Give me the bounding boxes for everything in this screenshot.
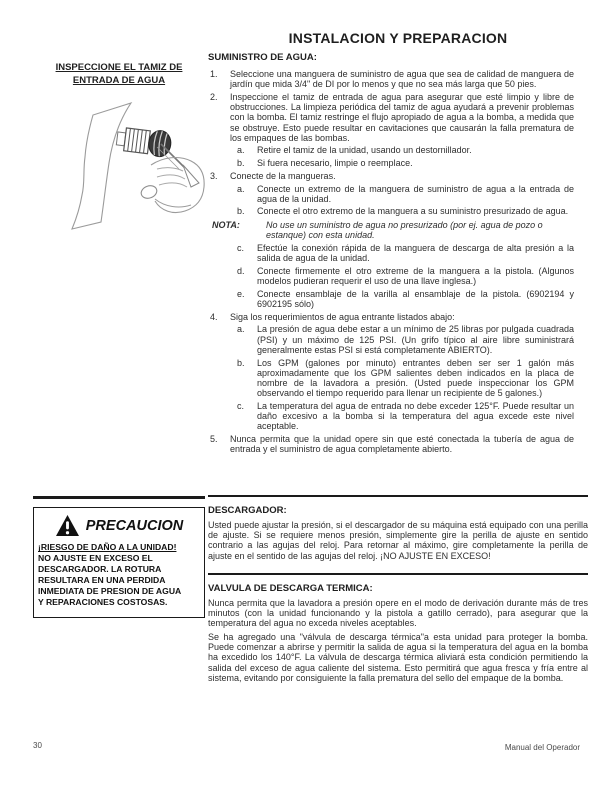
sub-item-4a: [237, 324, 588, 355]
list-item-4: [208, 312, 588, 322]
nota-block: [212, 220, 588, 240]
caution-box: [33, 507, 205, 618]
sub-letter: a.: [237, 145, 245, 156]
caution-risk-line: ¡RIESGO DE DAÑO A LA UNIDAD!: [38, 542, 177, 552]
sub-item-3d: [237, 266, 588, 286]
sub-letter: a.: [237, 183, 245, 194]
section-heading-unloader: DESCARGADOR:: [208, 505, 287, 516]
warning-triangle-icon: [55, 514, 80, 537]
lower-right-sections: [208, 495, 588, 686]
list-text: Conecte de la mangueras.: [230, 170, 336, 181]
thermal-valve-paragraph-1: Nunca permita que la lavadora a presión opere en el modo de derivación durante más de tres minutos (con la unidad funcionando y la pistola a gatillo cerrado), para asegurar que la temperatura del agua no exceda niveles aceptables.: [208, 597, 588, 629]
sub-letter: a.: [237, 324, 245, 335]
sub-item-3e: [237, 289, 588, 309]
sub-item-3c: [237, 243, 588, 263]
caution-text-line: DESCARGADOR. LA ROTURA: [38, 564, 162, 574]
sub-letter: d.: [237, 265, 245, 276]
list-number: 3.: [210, 170, 218, 181]
caution-section: [33, 496, 205, 618]
page-title: INSTALACION Y PREPARACION: [288, 30, 508, 46]
sub-text: Si fuera necesario, limpie o reemplace.: [257, 158, 413, 169]
sub-letter: b.: [237, 206, 245, 217]
list-number: 5.: [210, 434, 218, 444]
sub-item-4c: [237, 401, 588, 432]
list-item-1: [208, 69, 588, 89]
sub-item-3a: [237, 184, 588, 204]
list-text: Inspeccione el tamiz de entrada de agua para asegurar que esté limpio y libre de obstrucciones. La limpieza periódica del tamiz de agua ayudará a prevenir problemas con la bomba. El tamiz restringe el flujo apropiado de agua a la bomba, a medida que se obstruye. Esto puede resultar en cavitaciones que causarán la falla prematura de los empaques de las bombas.: [230, 91, 574, 143]
caution-text-line: RESULTARA EN UNA PERDIDA: [38, 575, 166, 585]
left-column: [33, 62, 205, 263]
section-divider-rule: [208, 573, 588, 575]
list-text: Nunca permita que la unidad opere sin que esté conectada la tubería de agua de entrada y el suministro de agua completamente abierto.: [230, 434, 574, 455]
nota-text: No use un suministro de agua no presurizado (por ej. agua de pozo o estanque) con esta unidad.: [266, 219, 543, 240]
unloader-paragraph: Usted puede ajustar la presión, si el descargador de su máquina está equipado con una perilla de ajuste. Si se requiere menos presión, simplemente gire la perilla de ajuste en sentido contrario a las agujas del reloj. Para retornar al máximo, gire completamente la perilla de ajuste en el sentido de las agujas del reloj. ¡NO AJUSTE EN EXCESO!: [208, 520, 588, 561]
sub-letter: e.: [237, 288, 245, 299]
list-number: 4.: [210, 311, 218, 322]
inlet-screen-illustration: [33, 95, 205, 263]
sub-text: Efectúe la conexión rápida de la manguera de descarga de alta presión a la salida de agua de la unidad.: [257, 243, 574, 264]
sub-text: Conecte el otro extremo de la manguera a su suministro presurizado de agua.: [257, 206, 569, 217]
sub-text: La presión de agua debe estar a un mínimo de 25 libras por pulgada cuadrada (PSI) y un máximo de 125 PSI. (Un grifo típico al aire libre suministrará generalmente estas PSI si está completamente ABIERTO).: [257, 324, 574, 355]
list-number: 1.: [210, 69, 218, 79]
nota-label: NOTA:: [212, 219, 240, 230]
list-item-5: [208, 434, 588, 454]
section-heading-water-supply: SUMINISTRO DE AGUA:: [208, 52, 317, 63]
sub-letter: b.: [237, 158, 245, 169]
section-divider-rule: [208, 495, 588, 497]
sub-text: Conecte un extremo de la manguera de suministro de agua a la entrada de agua de la unidad.: [257, 183, 574, 204]
list-item-3: [208, 171, 588, 181]
sub-letter: b.: [237, 357, 245, 368]
sub-item-3b: [237, 206, 588, 216]
caution-text-line: INMEDIATA DE PRESION DE AGUA: [38, 586, 182, 596]
sub-text: La temperatura del agua de entrada no debe exceder 125°F. Puede resultar un daño excesivo a la bomba si la temperatura del agua excede este nivel aceptable.: [257, 400, 574, 432]
list-item-2: [208, 92, 588, 143]
sub-item-2a: [237, 145, 588, 155]
caution-title: PRECAUCION: [85, 517, 184, 534]
caution-text-line: Y REPARACIONES COSTOSAS.: [38, 597, 168, 607]
thermal-valve-paragraph-2: Se ha agregado una "válvula de descarga térmica"a esta unidad para proteger la bomba. Puede comenzar a abrirse y permitir la salida de agua si la temperatura del agua en la bomba ha excedido los 140°F. La válvula de descarga térmica aliviará esta condición permitiendo la salida del exceso de agua caliente del sistema. Esto permitirá que agua fresca y fría entre al sistema, evitando por consiguiente la falla prematura del sello del empaque de la bomba.: [208, 631, 588, 683]
page-number: 30: [33, 741, 42, 750]
sub-text: Retire el tamiz de la unidad, usando un destornillador.: [257, 145, 472, 156]
sub-text: Conecte ensamblaje de la varilla al ensamblaje de la pistola. (6902194 y 6902195 sólo): [257, 288, 574, 310]
sub-text: Conecte firmemente el otro extreme de la manguera a la pistola. (Algunos modelos pudieran requerir el uso de una llave inglesa.): [257, 265, 574, 287]
sidebar-heading: [33, 62, 205, 87]
footer-document-title: Manual del Operador: [504, 743, 580, 752]
section-heading-thermal-valve: VALVULA DE DESCARGA TERMICA:: [208, 582, 373, 594]
illustration-drawing: [33, 95, 205, 263]
sub-letter: c.: [237, 243, 245, 254]
sub-item-4b: [237, 358, 588, 399]
water-supply-section: [208, 52, 588, 457]
list-number: 2.: [210, 91, 218, 102]
sidebar-heading-line2: ENTRADA DE AGUA: [72, 74, 166, 86]
sub-text: Los GPM (galones por minuto) entrantes deben ser ser 1 galón más aproximadamente que los GPM salientes deben indicados en la placa de nombre de la lavadora a presión. (Usted puede inspeccionar los GPM observando el tiempo requerido para llenar un recipiente de 5 galones.): [257, 357, 574, 399]
sub-letter: c.: [237, 400, 245, 411]
list-text: Siga los requerimientos de agua entrante listados abajo:: [230, 311, 455, 322]
sub-item-2b: [237, 158, 588, 168]
list-text: Seleccione una manguera de suministro de agua que sea de calidad de manguera de jardín que mida 3/4" de DI por lo menos y que no sea más larga que 50 pies.: [230, 69, 574, 90]
caution-text-line: NO AJUSTE EN EXCESO EL: [38, 553, 153, 563]
caution-divider-rule: [33, 496, 205, 499]
sidebar-heading-line1: INSPECCIONE EL TAMIZ DE: [55, 62, 183, 73]
caution-header: [38, 514, 200, 537]
